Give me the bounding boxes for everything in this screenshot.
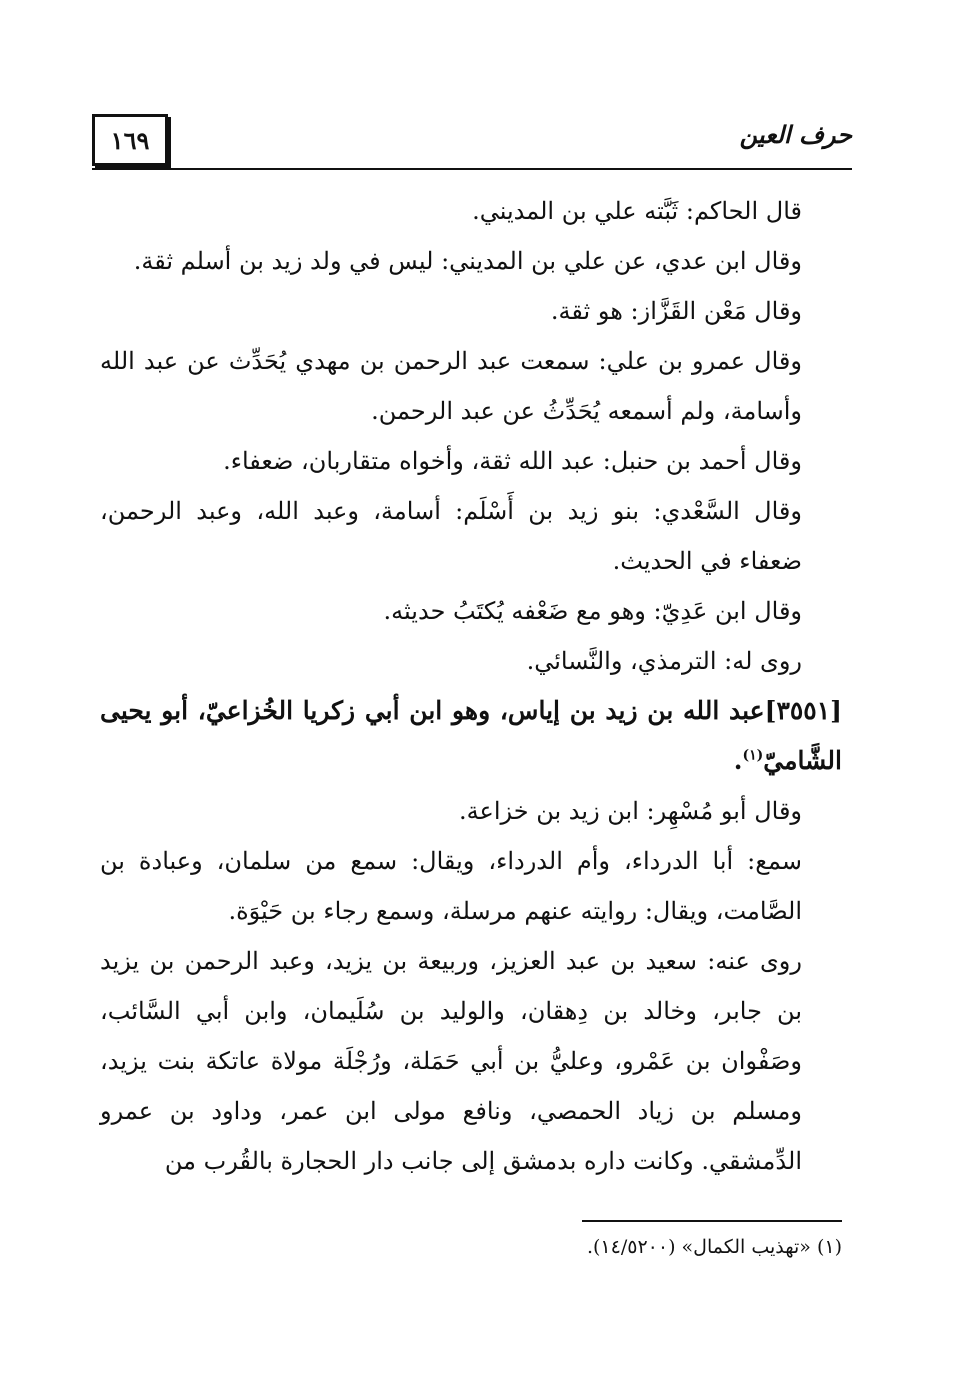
paragraph: قال الحاكم: ثَبَّته علي بن المديني. — [472, 197, 802, 225]
paragraph: وقال عمرو بن علي: سمعت عبد الرحمن بن مهدي يُحَدِّث عن عبد الله وأسامة، ولم أسمعه يُحَدِّثُ عن عبد الرحمن. — [100, 347, 802, 425]
paragraph: وقال أبو مُسْهِر: ابن زيد بن خزاعة. — [459, 797, 802, 825]
paragraph: وقال ابن عدي، عن علي بن المديني: ليس في ولد زيد بن أسلم ثقة. — [133, 247, 802, 275]
footnote: (١) «تهذيب الكمال» (١٤/٥٢٠٠). — [586, 1236, 842, 1258]
paragraph: روى عنه: سعيد بن عبد العزيز، وربيعة بن يزيد، وعبد الرحمن بن يزيد بن جابر، وخالد بن دِهقان، والوليد بن سُلَيمان، وابن أبي السَّائب، وصَفْوان بن عَمْرو، وعليُّ بن أبي حَمَلة، ورُجْلَة مولاة عاتكة بنت يزيد، ومسلم بن زياد الحمصي، ونافع مولى ابن عمر، وداود بن عمرو الدِّمشقي. وكانت داره بدمشق إلى جانب دار الحجارة بالقُرب من — [100, 947, 802, 1175]
entry-end: . — [733, 746, 743, 775]
paragraph: روى له: الترمذي، والنَّسائي. — [526, 647, 802, 675]
paragraph: وقال مَعْن القَزَّاز: هو ثقة. — [550, 297, 802, 325]
entry-title: عبد الله بن زيد بن إياس، وهو ابن أبي زكريا الخُزاعيّ، أبو يحيى الشَّاميّ — [100, 696, 842, 775]
main-text — [100, 186, 842, 1186]
paragraph: وقال ابن عَدِيّ: وهو مع ضَعْفه يُكتَبُ حديثه. — [383, 597, 802, 625]
paragraph: وقال أحمد بن حنبل: عبد الله ثقة، وأخواه متقاربان، ضعفاء. — [223, 447, 802, 475]
footnote-rule — [582, 1220, 842, 1222]
header-rule — [92, 168, 852, 170]
entry-heading — [100, 686, 842, 786]
page-number: ١٦٩ — [92, 114, 168, 166]
paragraph: وقال السَّعْدي: بنو زيد بن أَسْلَم: أسامة، وعبد الله، وعبد الرحمن، ضعفاء في الحديث. — [100, 497, 802, 575]
running-title: حرف العين — [739, 120, 852, 149]
entry-number: [٣٥٥١] — [764, 696, 842, 725]
paragraph: سمع: أبا الدرداء، وأم الدرداء، ويقال: سمع من سلمان، وعبادة بن الصَّامت، ويقال: روايته عنهم مرسلة، وسمع رجاء بن حَيْوَة. — [100, 847, 803, 925]
page-header — [92, 112, 852, 174]
footnote-marker: (١) — [742, 747, 764, 764]
